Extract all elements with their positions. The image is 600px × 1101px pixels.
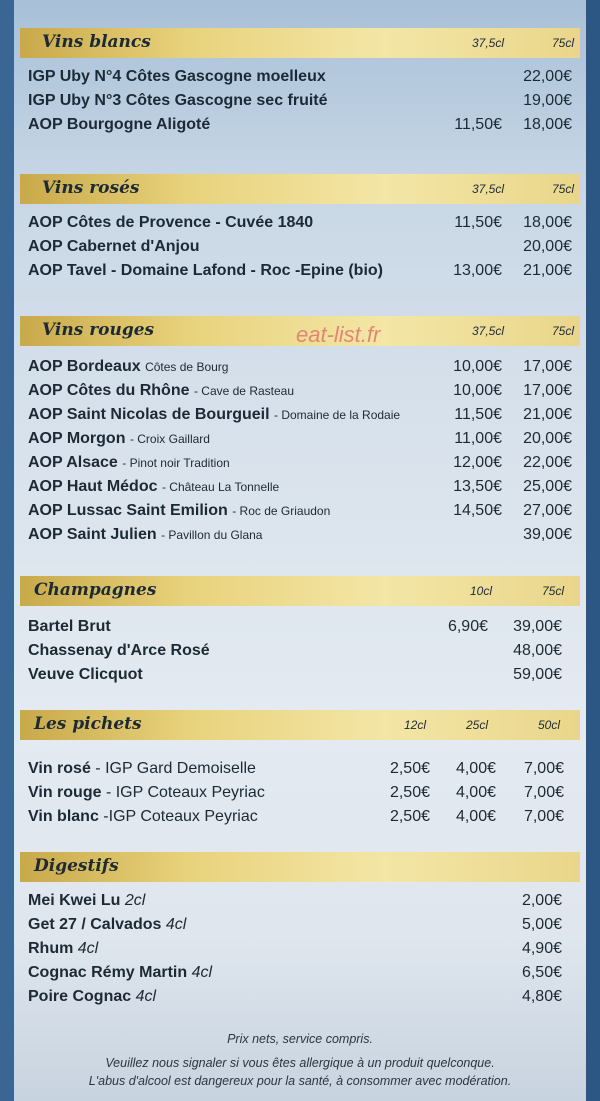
section-vins-roses [20, 174, 580, 284]
menu-item: Chassenay d'Arce Rosé 48,00€ [28, 642, 562, 659]
menu-item: AOP Haut Médoc - Château La Tonnelle 13,50€ 25,00€ [28, 478, 572, 495]
menu-item: IGP Uby N°4 Côtes Gascogne moelleux 22,00€ [28, 68, 572, 85]
section-header [20, 576, 580, 606]
menu-item: Poire Cognac 4cl 4,80€ [28, 988, 562, 1005]
section-digestifs [20, 852, 580, 1010]
section-header [20, 852, 580, 882]
column-header: 25cl [466, 718, 489, 732]
menu-item: IGP Uby N°3 Côtes Gascogne sec fruité 19,00€ [28, 92, 572, 109]
column-header: 50cl [538, 718, 561, 732]
menu-item: AOP Tavel - Domaine Lafond - Roc -Epine (bio) 13,00€ 21,00€ [28, 262, 572, 279]
section-title: Vins rosés [42, 178, 140, 198]
menu-item: AOP Saint Julien - Pavillon du Glana 39,00€ [28, 526, 572, 543]
column-header: 12cl [404, 718, 427, 732]
menu-item: Veuve Clicquot 59,00€ [28, 666, 562, 683]
footer-prix-nets: Prix nets, service compris. [227, 1032, 373, 1046]
menu-item: Mei Kwei Lu 2cl 2,00€ [28, 892, 562, 909]
menu-item: AOP Lussac Saint Emilion - Roc de Griaudon 14,50€ 27,00€ [28, 502, 572, 519]
menu-item: AOP Côtes de Provence - Cuvée 1840 11,50€ 18,00€ [28, 214, 572, 231]
menu-item: AOP Alsace - Pinot noir Tradition 12,00€ 22,00€ [28, 454, 572, 471]
menu-item: Bartel Brut 6,90€ 39,00€ [28, 618, 562, 635]
menu-item: AOP Saint Nicolas de Bourgueil - Domaine de la Rodaie 11,50€ 21,00€ [28, 406, 572, 423]
column-header: 37,5cl [472, 36, 505, 50]
section-title: Digestifs [34, 856, 119, 876]
section-vins-blancs [20, 28, 580, 138]
section-title: Vins blancs [42, 32, 151, 52]
section-vins-rouges [20, 316, 580, 548]
menu-item: Get 27 / Calvados 4cl 5,00€ [28, 916, 562, 933]
section-title: Vins rouges [42, 320, 155, 340]
section-title: Les pichets [34, 714, 142, 734]
menu-item: Cognac Rémy Martin 4cl 6,50€ [28, 964, 562, 981]
footer-allergy-notice: Veuillez nous signaler si vous êtes allergique à un produit quelconque. [105, 1056, 495, 1070]
menu-item: Rhum 4cl 4,90€ [28, 940, 562, 957]
column-header: 37,5cl [472, 182, 505, 196]
section-header [20, 710, 580, 740]
menu-item: AOP Morgon - Croix Gaillard 11,00€ 20,00€ [28, 430, 572, 447]
menu-item: AOP Bourgogne Aligoté 11,50€ 18,00€ [28, 116, 572, 133]
column-header: 75cl [542, 584, 565, 598]
section-pichets [20, 710, 580, 830]
column-header: 10cl [470, 584, 493, 598]
column-header: 75cl [552, 36, 575, 50]
column-header: 37,5cl [472, 324, 505, 338]
section-champagnes [20, 576, 580, 688]
section-header [20, 174, 580, 204]
menu-item: Vin blanc -IGP Coteaux Peyriac 2,50€ 4,00€ 7,00€ [28, 808, 564, 825]
watermark: eat-list.fr [296, 322, 381, 347]
column-header: 75cl [552, 324, 575, 338]
menu-item: AOP Cabernet d'Anjou 20,00€ [28, 238, 572, 255]
section-title: Champagnes [34, 580, 157, 600]
menu-item: Vin rosé - IGP Gard Demoiselle 2,50€ 4,00€ 7,00€ [28, 760, 564, 777]
column-header: 75cl [552, 182, 575, 196]
menu-item: Vin rouge - IGP Coteaux Peyriac 2,50€ 4,00€ 7,00€ [28, 784, 564, 801]
menu-item: AOP Bordeaux Côtes de Bourg 10,00€ 17,00€ [28, 358, 572, 375]
footer-alcohol-warning: L'abus d'alcool est dangereux pour la santé, à consommer avec modération. [88, 1074, 512, 1088]
menu-item: AOP Côtes du Rhône - Cave de Rasteau 10,00€ 17,00€ [28, 382, 572, 399]
section-header [20, 28, 580, 58]
